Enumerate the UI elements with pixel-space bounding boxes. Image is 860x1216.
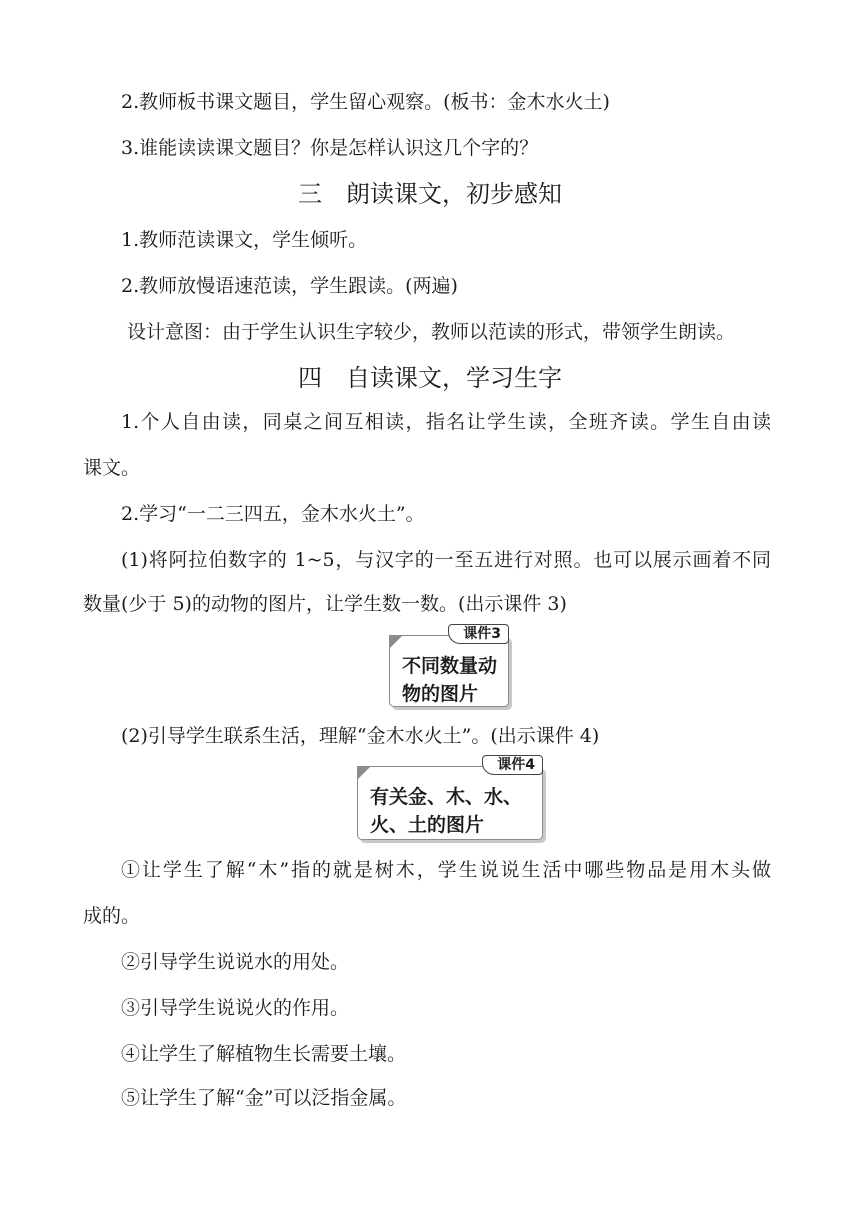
section-4-heading [0, 362, 860, 394]
card-corner-mark [357, 766, 371, 780]
step-2: (2)引导学生联系生活，理解“金木水火土”。(出示课件 4) [121, 725, 600, 747]
step-1-line1: (1)将阿拉伯数字的 1~5，与汉字的一至五进行对照。也可以展示画着不同 [121, 549, 771, 571]
circle-item-5: ⑤让学生了解“金”可以泛指金属。 [121, 1087, 407, 1109]
courseware-3-line2: 物的图片 [402, 683, 479, 705]
paragraph-4-2: 2.学习“一二三四五，金木水火土”。 [121, 503, 425, 525]
section-3-number: 三 [298, 180, 322, 208]
section-4-title: 自读课文，学习生字 [346, 364, 562, 392]
paragraph-3-1: 1.教师范读课文，学生倾听。 [121, 229, 368, 251]
section-3-title: 朗读课文，初步感知 [346, 180, 562, 208]
design-intent-note: 设计意图：由于学生认识生字较少，教师以范读的形式，带领学生朗读。 [127, 321, 736, 343]
courseware-4-text [370, 783, 522, 839]
courseware-4-tag: 课件4 [482, 755, 543, 775]
paragraph-3: 3.谁能读读课文题目？你是怎样认识这几个字的？ [121, 137, 539, 159]
section-4-number: 四 [298, 364, 322, 392]
circle-item-2: ②引导学生说说水的用处。 [121, 951, 350, 973]
courseware-3-tag: 课件3 [448, 624, 509, 644]
step-1-line2: 数量(少于 5)的动物的图片，让学生数一数。(出示课件 3) [83, 593, 567, 615]
courseware-4-line1: 有关金、木、水、 [370, 786, 523, 808]
courseware-4-line2: 火、土的图片 [370, 814, 485, 836]
paragraph-2: 2.教师板书课文题目，学生留心观察。(板书：金木水火土) [121, 91, 610, 113]
courseware-3-card [389, 626, 509, 707]
card-corner-mark [389, 635, 403, 649]
paragraph-4-1-line2: 课文。 [83, 457, 141, 479]
courseware-3-line1: 不同数量动 [402, 655, 498, 677]
courseware-4-card [357, 757, 543, 840]
paragraph-3-2: 2.教师放慢语速范读，学生跟读。(两遍) [121, 275, 458, 297]
circle-item-1-line2: 成的。 [83, 905, 141, 927]
circle-item-1-line1: ①让学生了解“木”指的就是树木，学生说说生活中哪些物品是用木头做 [121, 859, 771, 881]
circle-item-4: ④让学生了解植物生长需要土壤。 [121, 1043, 407, 1065]
section-3-heading [0, 178, 860, 210]
paragraph-4-1-line1: 1.个人自由读，同桌之间互相读，指名让学生读，全班齐读。学生自由读 [121, 411, 771, 433]
circle-item-3: ③引导学生说说火的作用。 [121, 997, 350, 1019]
courseware-3-text [402, 652, 497, 708]
